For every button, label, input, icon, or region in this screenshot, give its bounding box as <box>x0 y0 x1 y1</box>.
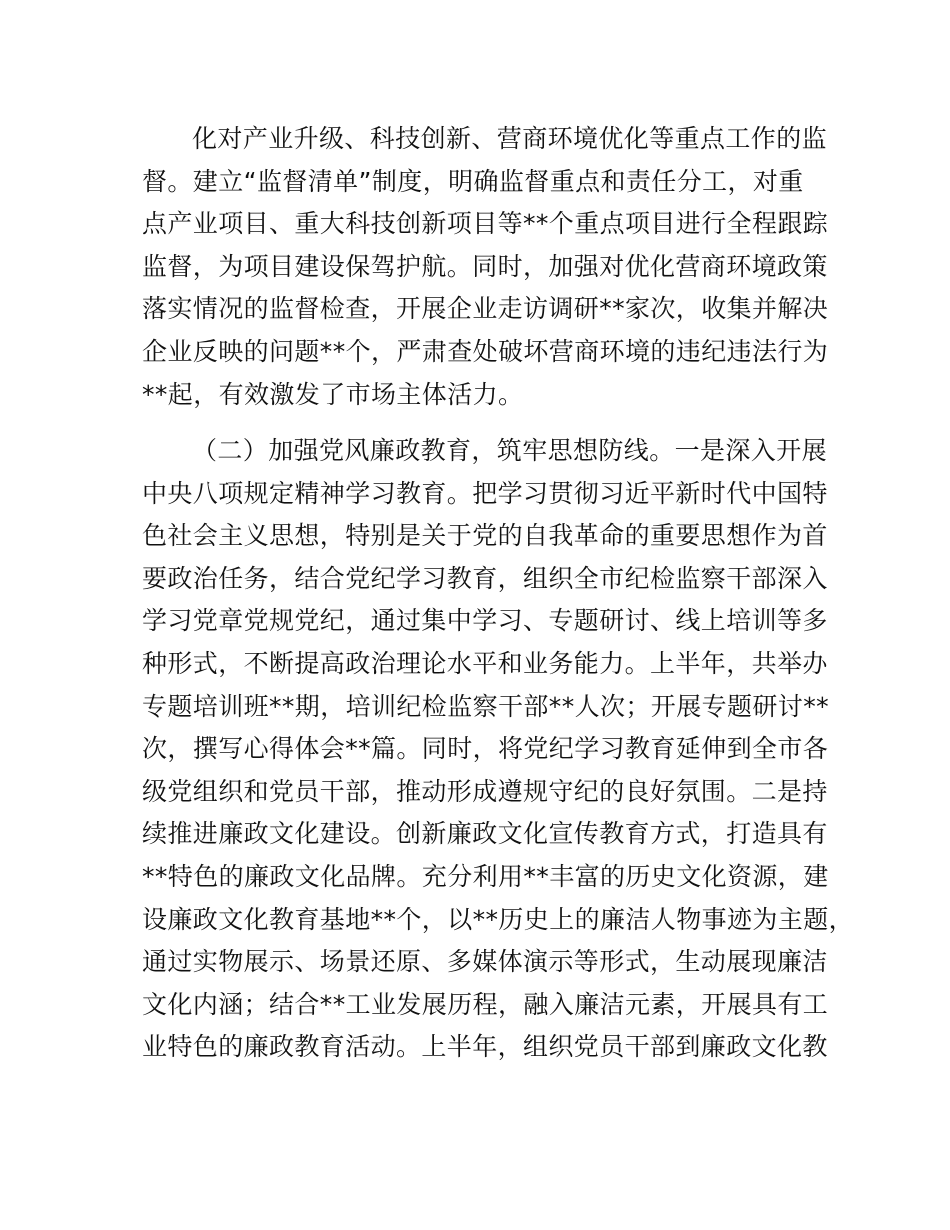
text-line: 中央八项规定精神学习教育。把学习贯彻习近平新时代中国特 <box>142 478 828 508</box>
text-line: 级党组织和党员干部，推动形成遵规守纪的良好氛围。二是持 <box>142 776 828 806</box>
text-line: 要政治任务，结合党纪学习教育，组织全市纪检监察干部深入 <box>142 563 828 593</box>
text-line: 色社会主义思想，特别是关于党的自我革命的重要思想作为首 <box>142 521 828 551</box>
text-line: **特色的廉政文化品牌。充分利用**丰富的历史文化资源，建 <box>142 861 829 891</box>
text-line: 业特色的廉政教育活动。上半年，组织党员干部到廉政文化教 <box>142 1032 828 1062</box>
text-line: 学习党章党规党纪，通过集中学习、专题研讨、线上培训等多 <box>142 606 828 636</box>
text-line: 次，撰写心得体会**篇。同时，将党纪学习教育延伸到全市各 <box>142 734 829 764</box>
text-line: 种形式，不断提高政治理论水平和业务能力。上半年，共举办 <box>142 648 828 678</box>
text-line: 续推进廉政文化建设。创新廉政文化宣传教育方式，打造具有 <box>142 819 828 849</box>
text-line: 文化内涵；结合**工业发展历程，融入廉洁元素，开展具有工 <box>142 989 829 1019</box>
text-line: **起，有效激发了市场主体活力。 <box>142 379 524 409</box>
text-line: 督。建立“监督清单”制度，明确监督重点和责任分工，对重 <box>142 166 804 196</box>
text-line: 通过实物展示、场景还原、多媒体演示等形式，生动展现廉洁 <box>142 947 828 977</box>
text-line: 监督，为项目建设保驾护航。同时，加强对优化营商环境政策 <box>142 251 828 281</box>
section-heading-line: （二）加强党风廉政教育，筑牢思想防线。一是深入开展 <box>192 436 828 465</box>
text-line: 点产业项目、重大科技创新项目等**个重点项目进行全程跟踪 <box>142 209 829 239</box>
text-line: 落实情况的监督检查，开展企业走访调研**家次，收集并解决 <box>142 294 829 324</box>
paragraph-supervision <box>142 118 842 416</box>
paragraph-education <box>142 430 855 1069</box>
text-line: 化对产业升级、科技创新、营商环境优化等重点工作的监 <box>192 124 828 153</box>
text-line: 专题培训班**期，培训纪检监察干部**人次；开展专题研讨** <box>142 691 830 721</box>
text-line: 设廉政文化教育基地**个，以**历史上的廉洁人物事迹为主题， <box>142 904 855 934</box>
text-line: 企业反映的问题**个，严肃查处破坏营商环境的违纪违法行为 <box>142 336 829 366</box>
